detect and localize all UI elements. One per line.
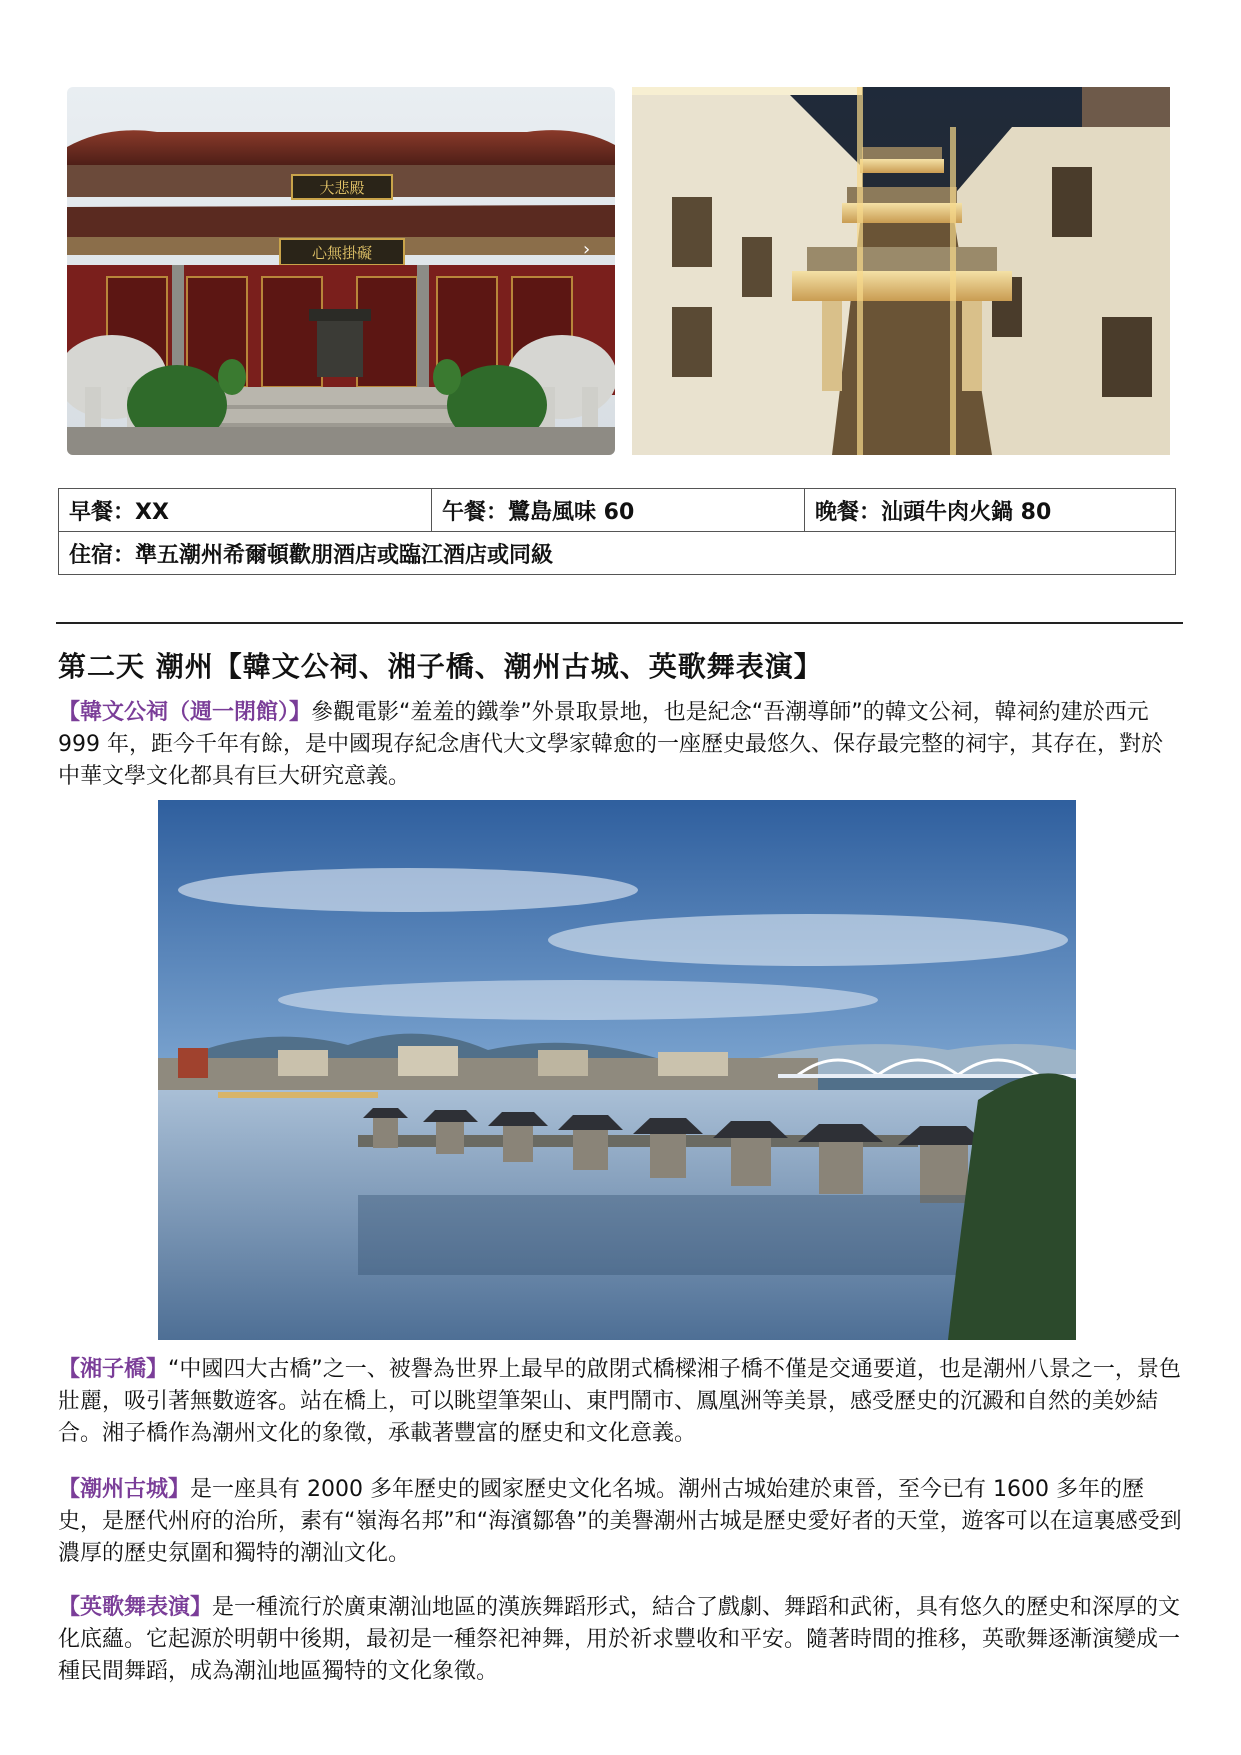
day-title: 第二天 潮州【韓文公祠、湘子橋、潮州古城、英歌舞表演】 — [58, 650, 823, 683]
meals-table — [58, 488, 1176, 575]
section-heading: 【英歌舞表演】 — [58, 1595, 213, 1620]
section-body: 是一種流行於廣東潮汕地區的漢族舞蹈形式，結合了戲劇、舞蹈和武術，具有悠久的歷史和深厚的文化底蘊。它起源於明朝中後期，最初是一種祭祀神舞，用於祈求豐收和平安。隨著時間的推移，英歌舞逐漸演變成一種民間舞蹈，成為潮汕地區獨特的文化象徵。 — [58, 1595, 1181, 1684]
accommodation-row — [59, 532, 1176, 575]
chevron-right-icon: › — [583, 239, 591, 260]
meals-row — [59, 489, 1176, 532]
xiangzi-bridge-photo — [158, 800, 1076, 1340]
section-heading: 【韓文公祠（週一閉館）】 — [58, 700, 312, 725]
lunch-cell: 午餐：鷺島風味 60 — [432, 489, 805, 532]
section-chaozhou-old-town — [58, 1474, 1182, 1570]
section-heading: 【湘子橋】 — [58, 1357, 169, 1382]
section-body: 是一座具有 2000 多年歷史的國家歷史文化名城。潮州古城始建於東晉，至今已有 1600 多年的歷史，是歷代州府的治所，素有“嶺海名邦”和“海濱鄒魯”的美譽潮州古城是歷史愛好者的天堂，遊客可以在這裏感受到濃厚的歷史氛圍和獨特的潮汕文化。 — [58, 1477, 1182, 1566]
temple-sign-top: 大悲殿 — [319, 179, 365, 197]
dinner-cell: 晚餐：汕頭牛肉火鍋 80 — [805, 489, 1176, 532]
section-body: 參觀電影“羞羞的鐵拳”外景取景地，也是紀念“吾潮導師”的韓文公祠，韓祠約建於西元 999 年，距今千年有餘，是中國現存紀念唐代大文學家韓愈的一座歷史最悠久、保存最完整的祠宇，其存在，對於中華文學文化都具有巨大研究意義。 — [58, 700, 1163, 789]
temple-sign-mid: 心無掛礙 — [311, 244, 373, 262]
accommodation-cell: 住宿：準五潮州希爾頓歡朋酒店或臨江酒店或同級 — [59, 532, 1176, 575]
section-yingge-dance — [58, 1592, 1182, 1688]
section-han-wen-gong — [58, 697, 1182, 793]
section-body: “中國四大古橋”之一、被譽為世界上最早的啟閉式橋樑湘子橋不僅是交通要道，也是潮州八景之一，景色壯麗，吸引著無數遊客。站在橋上，可以眺望筆架山、東門鬧市、鳳凰洲等美景，感受歷史的沉澱和自然的美妙結合。湘子橋作為潮州文化的象徵，承載著豐富的歷史和文化意義。 — [58, 1357, 1181, 1446]
section-xiangzi-bridge — [58, 1354, 1182, 1450]
section-heading: 【潮州古城】 — [58, 1477, 191, 1502]
temple-photo — [67, 87, 615, 455]
section-divider — [56, 622, 1183, 624]
old-street-photo — [632, 87, 1170, 455]
breakfast-cell: 早餐：XX — [59, 489, 432, 532]
